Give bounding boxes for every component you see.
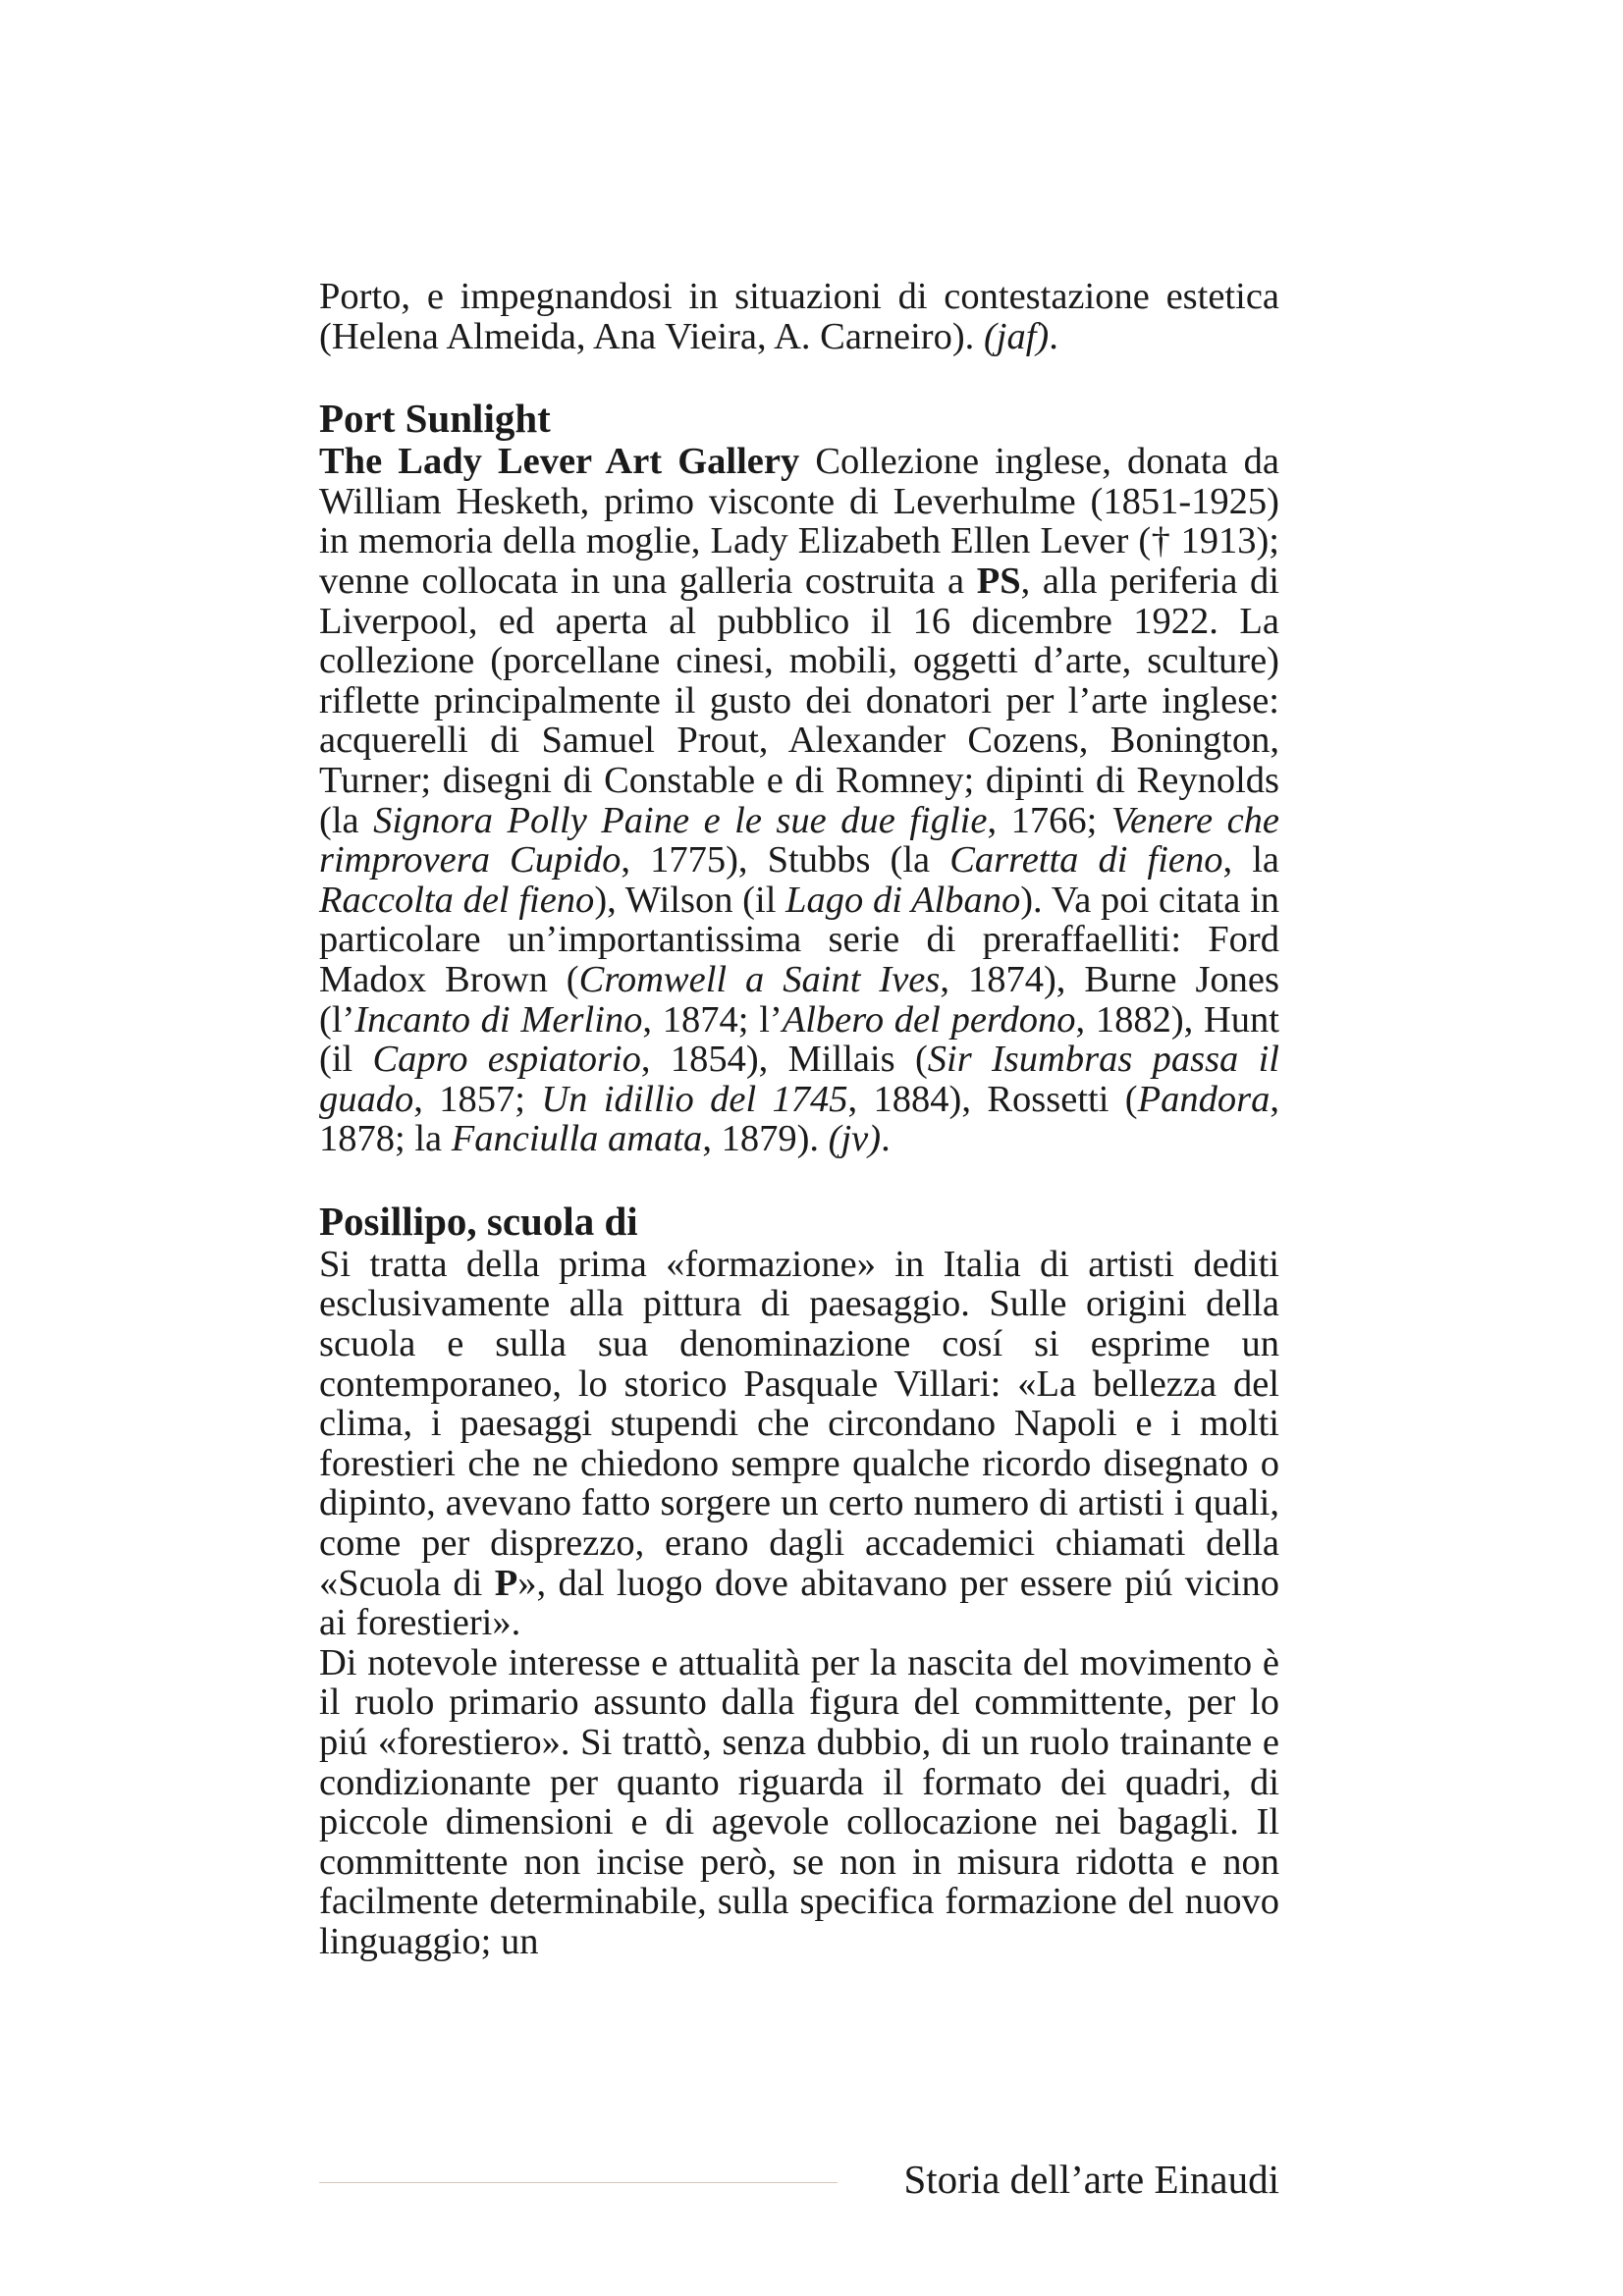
artwork-title: Signora Polly Paine e le sue due figlie <box>373 799 988 841</box>
text-run: Si tratta della prima «formazione» in Italia di artisti dediti esclusivamente alla pittura di paesaggio. Sulle origini della scuola e sulla sua denominazione cosí si esprime un contemporaneo, lo storico Pasquale Villari: «La bellezza del clima, i paesaggi stupendi che circondano Napoli e i molti forestieri che ne chiedono sempre qualche ricordo disegnato o dipinto, avevano fatto sorgere un certo numero di artisti i quali, come per disprezzo, erano dagli accademici chiamati della «Scuola di <box>319 1243 1279 1604</box>
footer-title: Storia dell’arte Einaudi <box>903 2157 1279 2202</box>
artwork-title: Fanciulla amata <box>451 1118 703 1160</box>
entry-title: Port Sunlight <box>319 396 551 442</box>
artwork-title: Un idillio del 1745 <box>541 1078 848 1120</box>
intro-text: Porto, e impegnandosi in situazioni di contestazione estetica (Helena Almeida, Ana Vieira, A. Carneiro). <box>319 276 1279 357</box>
intro-end: . <box>1049 315 1058 357</box>
text-run: , 1775), Stubbs (la <box>621 839 950 881</box>
page-body <box>319 277 1279 1962</box>
entry-text <box>319 442 1279 1159</box>
artwork-title: Sir Isumbras passa il guado <box>319 1039 1279 1120</box>
text-run: , alla periferia di Liverpool, ed aperta al pubblico il 16 dicembre 1922. La collezione (porcellane cinesi, mobili, oggetti d’arte, sculture) riflette principalmente il gusto dei donatori per l’arte inglese: acquerelli di Samuel Prout, Alexander Cozens, Bonington, Turner; disegni di Constable e di Romney; dipinti di Reynolds (la <box>319 560 1279 841</box>
text-run: , 1854), Millais ( <box>640 1039 928 1081</box>
artwork-title: Cromwell a Saint Ives <box>578 958 941 1000</box>
artwork-title: Carretta di fieno <box>949 839 1223 881</box>
artwork-title: Albero del perdono <box>782 998 1076 1041</box>
text-run: ). Va poi citata in particolare un’importantissima serie di preraffaelliti: Ford Madox Brown ( <box>319 879 1280 1000</box>
text-run: , la <box>1222 839 1279 881</box>
abbreviation: PS <box>976 560 1021 602</box>
text-run: , 1879). <box>702 1118 829 1160</box>
text-run: Collezione inglese, donata da William Hesketh, primo visconte di Leverhulme (1851-1925) in memoria della moglie, Lady Elizabeth Ellen Lever († 1913); venne collocata in una galleria costruita a <box>319 441 1280 602</box>
text-run: . <box>881 1118 891 1160</box>
abbreviation: P <box>494 1562 518 1604</box>
gallery-name: The Lady Lever Art Gallery <box>319 441 800 483</box>
artwork-title: Lago di Albano <box>785 879 1021 921</box>
text-run: , 1857; <box>413 1078 542 1120</box>
entry-title: Posillipo, scuola di <box>319 1198 638 1244</box>
artwork-title: Pandora <box>1137 1078 1271 1120</box>
artwork-title: Incanto di Merlino <box>354 998 643 1041</box>
text-run: , 1878; la <box>319 1078 1279 1160</box>
text-run: », dal luogo dove abitavano per essere piú vicino ai forestieri». <box>319 1562 1279 1644</box>
entry-port-sunlight <box>319 397 1279 1159</box>
footer-rule <box>319 2182 838 2183</box>
text-run: ), Wilson (il <box>594 879 786 921</box>
text-run: , 1884), Rossetti ( <box>847 1078 1138 1120</box>
entry-paragraph-1 <box>319 1245 1279 1643</box>
author-initials: (jv) <box>828 1118 882 1160</box>
text-run: , 1766; <box>987 799 1111 841</box>
artwork-title: Raccolta del fieno <box>319 879 595 921</box>
author-initials: (jaf) <box>983 315 1050 357</box>
entry-paragraph-2: Di notevole interesse e attualità per la nascita del movimento è il ruolo primario assunto dalla figura del committente, per lo piú «forestiero». Si trattò, senza dubbio, di un ruolo trainante e condizionante per quanto riguarda il formato dei quadri, di piccole dimensioni e di agevole collocazione nei bagagli. Il committente non incise però, se non in misura ridotta e non facilmente determinabile, sulla specifica formazione del nuovo linguaggio; un <box>319 1641 1279 1962</box>
text-run: , 1874; l’ <box>642 998 783 1041</box>
text-run: , 1882), Hunt (il <box>319 998 1280 1081</box>
page-footer <box>319 2156 1279 2203</box>
artwork-title: Capro espiatorio <box>372 1039 641 1081</box>
text-run: , 1874), Burne Jones (l’ <box>319 958 1279 1041</box>
intro-paragraph <box>319 277 1279 356</box>
artwork-title: Venere che rimprovera Cupido <box>319 799 1280 881</box>
entry-posillipo <box>319 1200 1279 1962</box>
